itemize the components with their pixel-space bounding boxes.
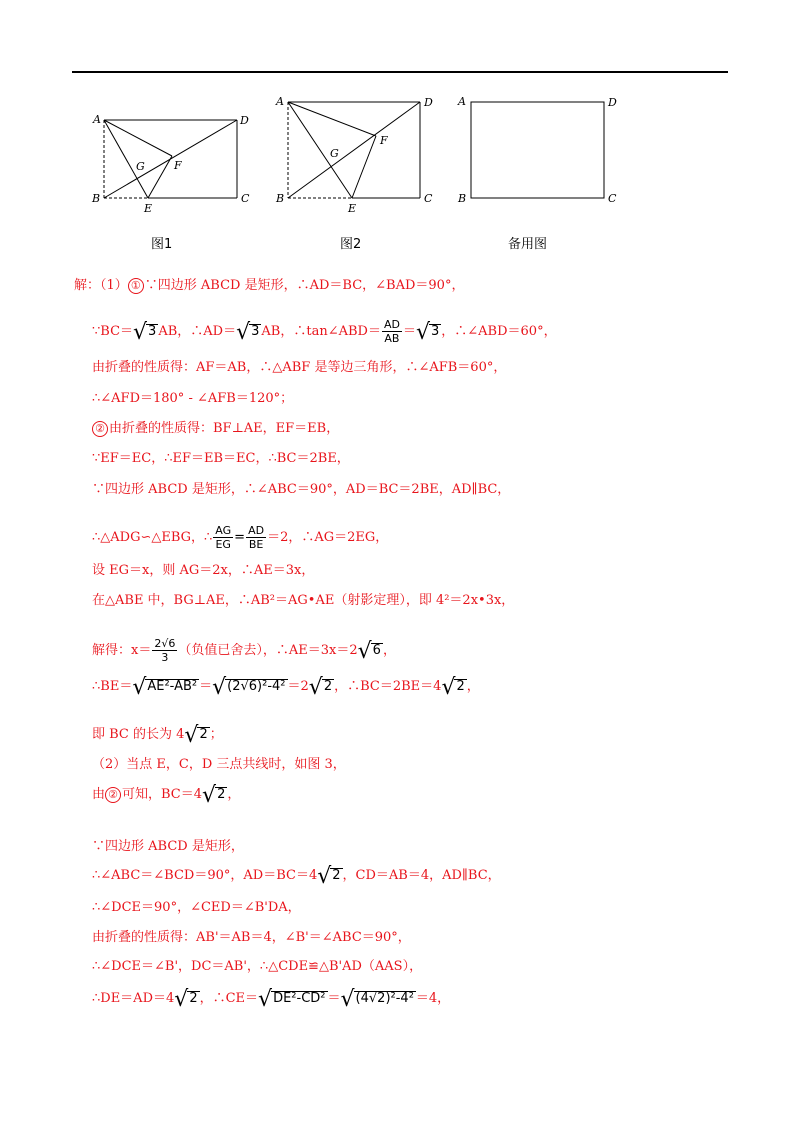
solution-line-18: ∴∠DCE＝90°，∠CED＝∠B'DA， [92, 900, 301, 915]
caption-figure-spare: 备用图 [508, 237, 548, 252]
solution-line-2: ∵BC＝√3 AB，∴AD＝√3 AB，∴tan∠ABD＝ $\frac{AD}{AB}$ ＝√3 ，∴∠ABD＝60°， [92, 318, 557, 345]
fraction-x: $\frac{2√6}{3}$ [154, 637, 176, 664]
fig2-label-f: F [380, 134, 388, 147]
fraction-ad-be: $\frac{AD}{BE}$ [248, 524, 265, 551]
caption-figure-2: 图2 [340, 237, 362, 252]
fig1-label-e: E [144, 202, 153, 215]
fig1-label-c: C [241, 192, 250, 205]
figures [0, 0, 800, 260]
fig2-label-d: D [424, 96, 433, 109]
solution-line-1: 解：（1） ① ∵四边形 ABCD 是矩形，∴AD＝BC，∠BAD＝90°， [74, 278, 465, 293]
solution-line-20: ∴∠DCE＝∠B'，DC＝AB'，∴△CDE≌△B'AD（AAS）， [92, 959, 423, 974]
solution-line-14: （2）当点 E，C，D 三点共线时，如图 3， [92, 757, 346, 772]
solution-line-19: 由折叠的性质得：AB'＝AB＝4，∠B'＝∠ABC＝90°， [92, 930, 411, 945]
solution-line-17: ∴∠ABC＝∠BCD＝90°，AD＝BC＝4√2 ，CD＝AB＝4，AD∥BC， [92, 864, 501, 889]
solution-line-21: ∴DE＝AD＝4√2 ，∴CE＝√DE²-CD² ＝√(4√2)²-4² ＝4， [92, 987, 451, 1012]
fig2-label-g: G [330, 147, 339, 160]
figure-spare [471, 102, 604, 198]
figure-1 [104, 120, 237, 198]
fig2-label-c: C [424, 192, 433, 205]
fig3-label-c: C [608, 192, 617, 205]
solution-line-8: ∴△ADG∽△EBG，∴ $\frac{AG}{EG}$ = $\frac{AD}{BE}$ ＝2，∴AG＝2EG， [92, 524, 389, 551]
solution-line-5: ② 由折叠的性质得：BF⊥AE，EF＝EB， [92, 420, 339, 438]
solution-line-11: 解得：x＝ $\frac{2√6}{3}$ （负值已舍去），∴AE＝3x＝2√6 ， [92, 637, 396, 664]
fraction-ag-eg: $\frac{AG}{EG}$ [215, 524, 232, 551]
fig1-label-f: F [174, 159, 182, 172]
figure-2 [288, 102, 420, 198]
fig1-label-a: A [93, 113, 101, 126]
solution-line-3: 由折叠的性质得：AF＝AB，∴△ABF 是等边三角形，∴∠AFB＝60°， [92, 360, 507, 375]
solution-line-16: ∵四边形 ABCD 是矩形， [92, 839, 244, 854]
fig2-label-e: E [348, 202, 357, 215]
fig2-label-b: B [276, 192, 285, 205]
solution-line-4: ∴∠AFD＝180° - ∠AFB＝120°； [92, 391, 294, 406]
solution-line-10: 在△ABE 中，BG⊥AE，∴AB²＝AG•AE（射影定理），即 4²＝2x•3x， [92, 593, 515, 608]
solution-line-15: 由 ② 可知，BC＝4√2 ， [92, 783, 241, 808]
solution-line-12: ∴BE＝√AE²-AB² ＝√(2√6)²-4² ＝2√2 ，∴BC＝2BE＝4√2 ， [92, 675, 480, 700]
fig1-label-g: G [136, 160, 145, 173]
fig1-label-b: B [92, 192, 101, 205]
fig1-label-d: D [240, 114, 249, 127]
fig3-label-a: A [458, 95, 466, 108]
solution-line-13: 即 BC 的长为 4√2 ； [92, 723, 223, 748]
caption-figure-1: 图1 [151, 237, 173, 252]
solution-line-9: 设 EG＝x，则 AG＝2x，∴AE＝3x， [92, 563, 315, 578]
fig3-label-d: D [608, 96, 617, 109]
fig2-label-a: A [276, 95, 284, 108]
solution-line-7: ∵四边形 ABCD 是矩形，∴∠ABC＝90°，AD＝BC＝2BE，AD∥BC， [92, 482, 511, 497]
fraction-ad-ab: $\frac{AD}{AB}$ [383, 318, 400, 345]
solution-line-6: ∵EF＝EC，∴EF＝EB＝EC，∴BC＝2BE， [92, 451, 350, 466]
fig3-label-b: B [458, 192, 467, 205]
